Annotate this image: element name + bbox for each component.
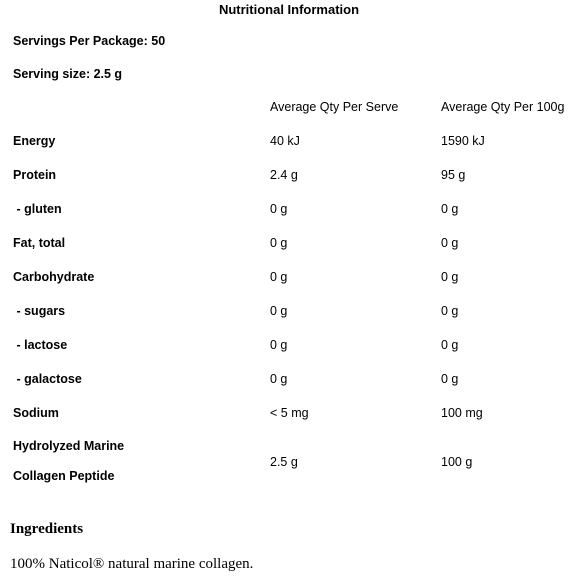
collagen-per-100g: 100 g [441, 455, 473, 469]
table-row [0, 371, 578, 387]
collagen-label-line2: Collagen Peptide [13, 469, 115, 483]
table-row [0, 201, 578, 217]
table-row [0, 303, 578, 319]
serving-size: Serving size: 2.5 g [13, 67, 123, 81]
row-per-serve: 0 g [270, 372, 288, 386]
servings-per-package: Servings Per Package: 50 [13, 34, 166, 48]
row-per-100g: 95 g [441, 168, 466, 182]
row-per-serve: 0 g [270, 236, 288, 250]
row-label: Sodium [13, 406, 59, 420]
row-per-100g: 0 g [441, 270, 459, 284]
ingredients-title: Ingredients [10, 521, 84, 537]
row-label: Energy [13, 134, 56, 148]
row-per-100g: 1590 kJ [441, 134, 485, 148]
row-per-serve: 0 g [270, 338, 288, 352]
table-row [0, 337, 578, 353]
row-per-100g: 0 g [441, 202, 459, 216]
nutrition-title: Nutritional Information [218, 2, 360, 17]
row-per-100g: 0 g [441, 304, 459, 318]
table-row [0, 167, 578, 183]
row-label: Protein [13, 168, 57, 182]
row-per-100g: 100 mg [441, 406, 483, 420]
row-per-serve: < 5 mg [270, 406, 309, 420]
row-per-serve: 0 g [270, 304, 288, 318]
ingredients-text: 100% Naticol® natural marine collagen. [10, 556, 254, 572]
row-label: - sugars [13, 304, 66, 318]
column-header-per-100g: Average Qty Per 100g [441, 100, 565, 114]
row-per-100g: 0 g [441, 372, 459, 386]
table-row [0, 133, 578, 149]
table-row [0, 405, 578, 421]
row-per-100g: 0 g [441, 236, 459, 250]
column-header-per-serve: Average Qty Per Serve [270, 100, 399, 114]
row-label: - galactose [13, 372, 82, 386]
table-row-collagen [0, 438, 578, 486]
row-per-serve: 0 g [270, 202, 288, 216]
collagen-per-serve: 2.5 g [270, 455, 298, 469]
collagen-label-line1: Hydrolyzed Marine [13, 439, 125, 453]
row-label: Fat, total [13, 236, 66, 250]
row-per-serve: 2.4 g [270, 168, 298, 182]
table-row [0, 269, 578, 285]
row-label: - gluten [13, 202, 62, 216]
row-per-serve: 0 g [270, 270, 288, 284]
row-label: - lactose [13, 338, 68, 352]
row-label: Carbohydrate [13, 270, 95, 284]
row-per-serve: 40 kJ [270, 134, 300, 148]
table-row [0, 235, 578, 251]
row-per-100g: 0 g [441, 338, 459, 352]
